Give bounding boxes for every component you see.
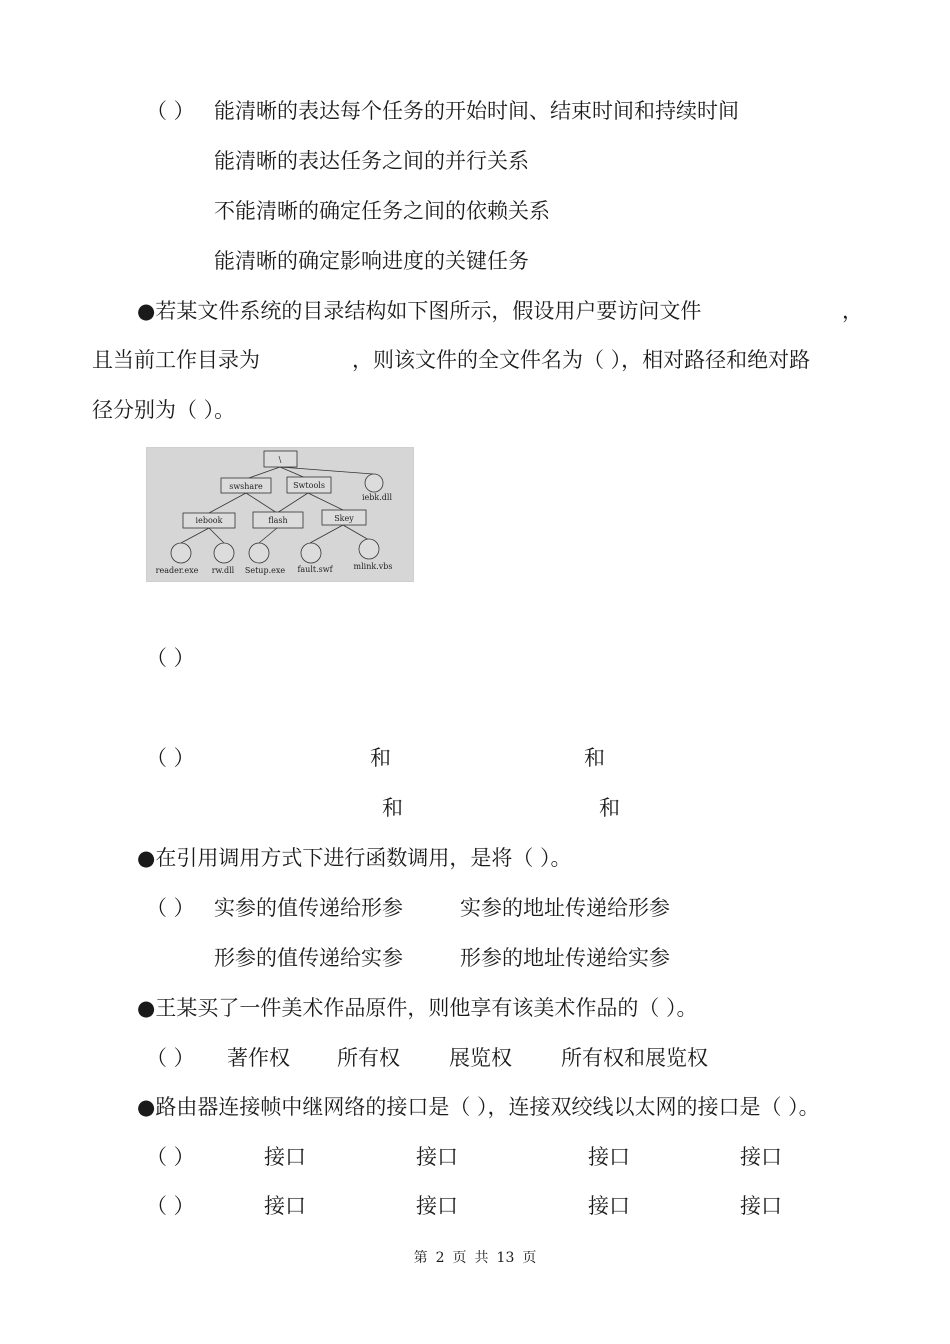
- option-text: 接口: [740, 1145, 782, 1169]
- question-stem: 径分别为（ ）。: [92, 398, 236, 422]
- answer-paren: （ ）: [146, 746, 195, 770]
- answer-paren: （ ）: [146, 646, 195, 670]
- footer-text: 页: [522, 1250, 537, 1266]
- option-text: 接口: [588, 1194, 630, 1218]
- and-word: 和: [382, 796, 403, 820]
- option-text: 所有权: [337, 1046, 400, 1070]
- tree-root-label: \: [278, 455, 282, 464]
- answer-paren: （ ）: [146, 1194, 195, 1218]
- file-node: [365, 474, 383, 492]
- footer-text: 共: [474, 1250, 489, 1266]
- total-pages: 13: [496, 1250, 515, 1266]
- question-stem: ●在引用调用方式下进行函数调用，是将（ ）。: [137, 846, 572, 870]
- tree-dir-label: swshare: [229, 482, 263, 491]
- option-text: 接口: [264, 1194, 306, 1218]
- tree-file-label: fault.swf: [297, 565, 333, 574]
- option-text: 接口: [588, 1145, 630, 1169]
- option-text: 能清晰的确定影响进度的关键任务: [214, 249, 529, 273]
- file-node: [301, 543, 321, 563]
- file-node: [214, 543, 234, 563]
- tree-file-label: rw.dll: [211, 566, 235, 575]
- option-text: 接口: [264, 1145, 306, 1169]
- question-stem: 且当前工作目录为: [92, 348, 260, 372]
- and-word: 和: [599, 796, 620, 820]
- option-text: 能清晰的表达每个任务的开始时间、结束时间和持续时间: [214, 99, 739, 123]
- option-text: 著作权: [227, 1046, 290, 1070]
- footer-text: 页: [452, 1250, 467, 1266]
- option-text: 展览权: [449, 1046, 512, 1070]
- directory-tree-figure: [146, 447, 414, 582]
- option-text: 能清晰的表达任务之间的并行关系: [214, 149, 529, 173]
- tree-file-label: Setup.exe: [244, 566, 286, 575]
- question-stem: ●若某文件系统的目录结构如下图所示，假设用户要访问文件: [137, 299, 702, 323]
- option-text: 不能清晰的确定任务之间的依赖关系: [214, 199, 550, 223]
- question-stem: ●王某买了一件美术作品原件，则他享有该美术作品的（ ）。: [137, 996, 698, 1020]
- page-footer: [0, 1248, 950, 1268]
- page-number: 2: [435, 1250, 445, 1266]
- question-stem: ，则该文件的全文件名为（ ），相对路径和绝对路: [352, 348, 811, 372]
- answer-paren: （ ）: [146, 1145, 195, 1169]
- answer-paren: （ ）: [146, 896, 195, 920]
- option-text: 接口: [740, 1194, 782, 1218]
- file-node: [249, 543, 269, 563]
- tree-dir-label: flash: [268, 516, 288, 525]
- footer-text: 第: [413, 1250, 428, 1266]
- option-text: 形参的地址传递给实参: [460, 946, 670, 970]
- and-word: 和: [584, 746, 605, 770]
- option-text: 形参的值传递给实参: [214, 946, 403, 970]
- file-node: [359, 539, 379, 559]
- file-node: [171, 543, 191, 563]
- option-text: 接口: [416, 1194, 458, 1218]
- tree-file-label: iebk.dll: [361, 493, 393, 502]
- answer-paren: （ ）: [146, 1046, 195, 1070]
- tree-dir-label: iebook: [195, 516, 223, 525]
- option-text: 接口: [416, 1145, 458, 1169]
- tree-dir-label: Skey: [334, 514, 354, 523]
- tree-file-label: reader.exe: [155, 566, 199, 575]
- answer-paren: （ ）: [146, 99, 195, 123]
- option-text: 实参的值传递给形参: [214, 896, 403, 920]
- question-stem: ●路由器连接帧中继网络的接口是（ ），连接双绞线以太网的接口是（ ）。: [137, 1095, 820, 1119]
- question-stem-tail: ，: [842, 299, 863, 323]
- tree-dir-label: Swtools: [293, 481, 325, 490]
- tree-file-label: mlink.vbs: [353, 562, 393, 571]
- option-text: 实参的地址传递给形参: [460, 896, 670, 920]
- and-word: 和: [370, 746, 391, 770]
- option-text: 所有权和展览权: [561, 1046, 708, 1070]
